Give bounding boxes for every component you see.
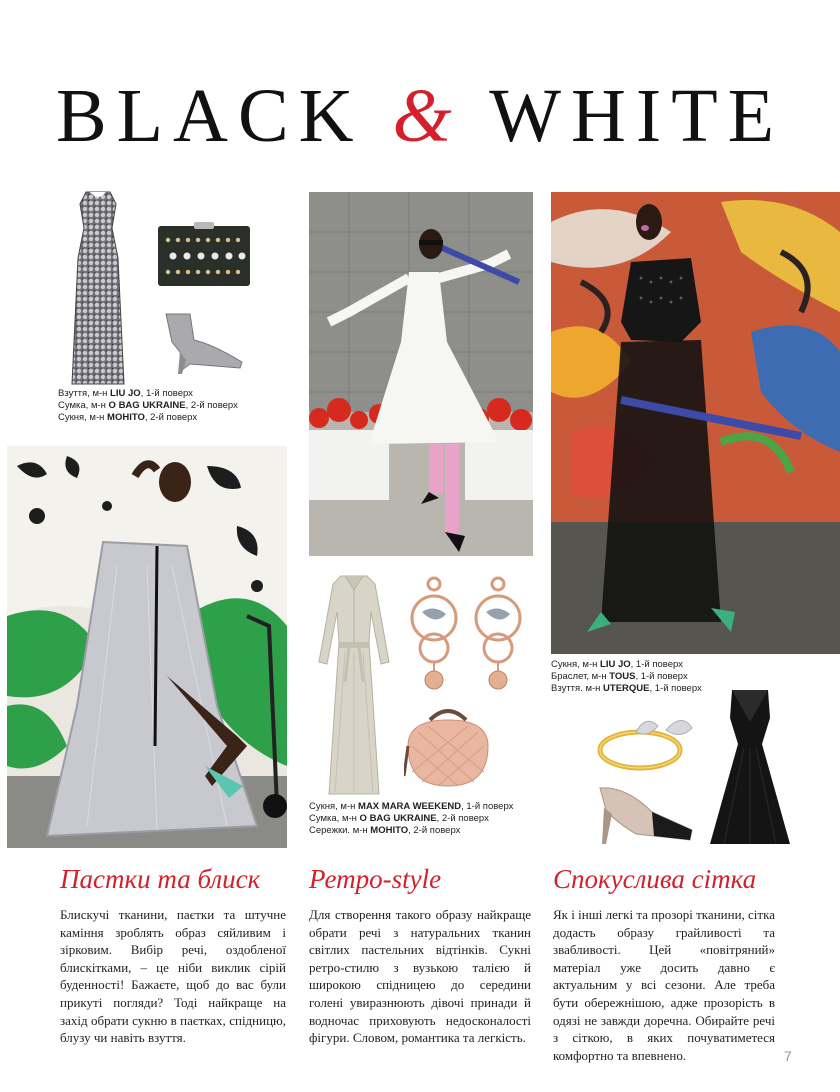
product-shirt-dress-image bbox=[305, 572, 403, 798]
photo-white-dress bbox=[309, 192, 533, 556]
credit-line: Взуття, м-н LIU JO, 1-й поверх bbox=[58, 388, 193, 399]
product-black-dress-image bbox=[704, 688, 796, 848]
photo-silver-gown bbox=[7, 446, 287, 848]
section-text-sequins: Блискучі тканини, паєтки та штучне каміння зроблять образ сяйливим і зірковим. Вибір речі, оздобленої блискітками, – це ніби виклик сірій буденності! Бажаєте, щоб до вас були прикуті погляди? Тоді найкраще на захід обрати сукню в паєтках, спідницю, блузу чи навіть взуття. bbox=[60, 907, 286, 1046]
product-clutch-image bbox=[156, 220, 252, 288]
product-ring-image bbox=[596, 710, 696, 780]
product-pump-image bbox=[596, 782, 696, 846]
title-word-black: BLACK bbox=[55, 74, 364, 158]
credit-line: Взуття. м-н UTERQUE, 1-й поверх bbox=[551, 683, 702, 694]
photo-mesh-gown bbox=[551, 192, 840, 654]
page-number: 7 bbox=[784, 1048, 792, 1064]
credit-line: Сукня, м-н LIU JO, 1-й поверх bbox=[551, 659, 683, 670]
title-ampersand: & bbox=[392, 74, 462, 158]
section-text-mesh: Як і інші легкі та прозорі тканини, сітка додасть образу грайливості та звабливості. Цей «повітряний» матеріал уже досить давно є актуальним у всі сезони. Але треба бути обережнішою, адже прозорість в одязі не завжди доречна. Обирайте речі з сіткою, в яких почуватиметеся комфортно та впевнено. bbox=[553, 907, 775, 1063]
section-title-retro: Ретро-style bbox=[309, 864, 442, 894]
credit-line: Сумка, м-н O BAG UKRAINE, 2-й поверх bbox=[58, 400, 238, 411]
credits-sequins bbox=[58, 388, 258, 424]
product-boot-image bbox=[160, 312, 246, 376]
product-sequin-dress-image bbox=[58, 188, 138, 388]
section-title-mesh: Спокуслива сітка bbox=[553, 864, 757, 894]
credit-line: Сережки. м-н MOHITO, 2-й поверх bbox=[309, 825, 461, 836]
product-pink-bag-image bbox=[404, 706, 492, 792]
credit-line: Сумка, м-н O BAG UKRAINE, 2-й поверх bbox=[309, 813, 489, 824]
title-word-white: WHITE bbox=[489, 74, 785, 158]
credits-retro bbox=[309, 801, 539, 837]
page-title bbox=[0, 74, 840, 158]
credit-line: Сукня, м-н MAX MARA WEEKEND, 1-й поверх bbox=[309, 801, 514, 812]
section-title-sequins: Пастки та блиск bbox=[60, 864, 261, 894]
product-earrings-image bbox=[404, 576, 534, 716]
section-text-retro: Для створення такого образу найкраще обрати речі з натуральних тканин світлих пастельних відтінків. Сукні ретро-стилю з вузькою талією й широкою спідницею до середини голені увиразнюють дівочі принади й водночас приховують недосконалості фігури. Словом, романтика та легкість. bbox=[309, 907, 531, 1046]
credit-line: Браслет, м-н TOUS, 1-й поверх bbox=[551, 671, 688, 682]
credit-line: Сукня, м-н MOHITO, 2-й поверх bbox=[58, 412, 198, 423]
